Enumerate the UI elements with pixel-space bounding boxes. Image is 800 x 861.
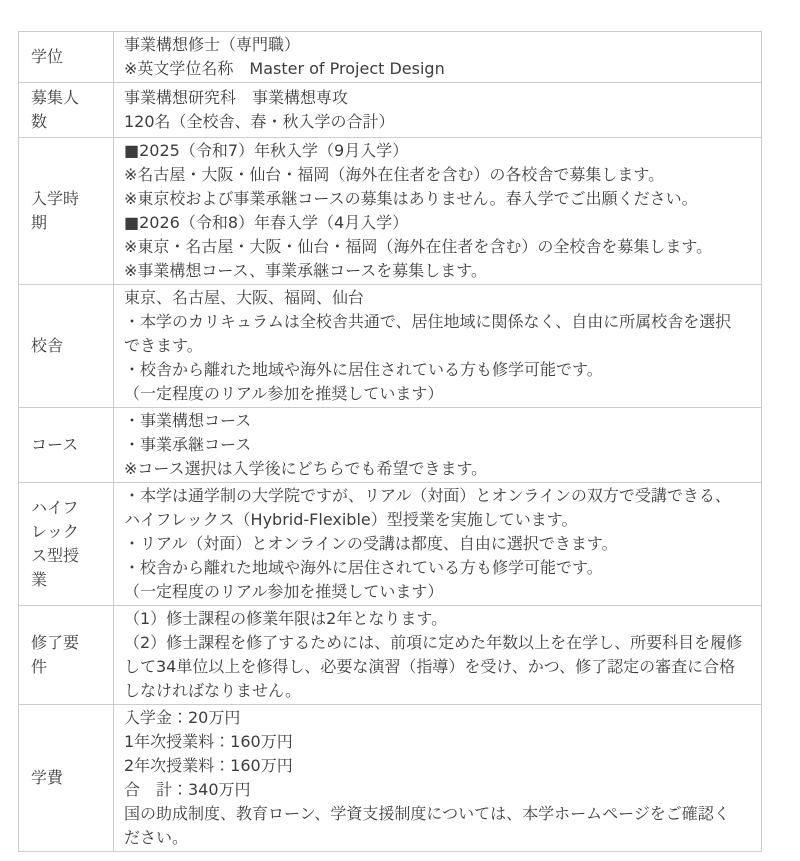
row-label-courses: コース — [19, 408, 114, 483]
row-label-admission-period: 入学時期 — [19, 138, 114, 285]
row-label-tuition: 学費 — [19, 705, 114, 852]
row-content-tuition: 入学金：20万円 1年次授業料：160万円 2年次授業料：160万円 合 計：340万円 国の助成制度、教育ローン、学資支援制度については、本学ホームページをご確認く ださい。 — [114, 705, 762, 852]
row-label-campuses: 校舎 — [19, 285, 114, 408]
row-content-campuses: 東京、名古屋、大阪、福岡、仙台 ・本学のカリキュラムは全校舎共通で、居住地域に関係なく、自由に所属校舎を選択 できます。 ・校舎から離れた地域や海外に居住されている方も修学可能です。 （一定程度のリアル参加を推奨しています） — [114, 285, 762, 408]
row-content-hyflex-classes: ・本学は通学制の大学院ですが、リアル（対面）とオンラインの双方で受講できる、 ハイフレックス（Hybrid-Flexible）型授業を実施しています。 ・リアル（対面）とオンラインの受講は都度、自由に選択できます。 ・校舎から離れた地域や海外に居住されている方も修学可能です。 （一定程度のリアル参加を推奨しています） — [114, 483, 762, 606]
table-row-enrollment-capacity — [19, 83, 762, 138]
table-row-degree — [19, 32, 762, 83]
table-row-admission-period — [19, 138, 762, 285]
row-label-degree: 学位 — [19, 32, 114, 83]
table-row-campuses — [19, 285, 762, 408]
row-content-courses: ・事業構想コース ・事業承継コース ※コース選択は入学後にどちらでも希望できます。 — [114, 408, 762, 483]
row-content-admission-period: ■2025（令和7）年秋入学（9月入学） ※名古屋・大阪・仙台・福岡（海外在住者を含む）の各校舎で募集します。 ※東京校および事業承継コースの募集はありません。春入学でご出願ください。 ■2026（令和8）年春入学（4月入学） ※東京・名古屋・大阪・仙台・福岡（海外在住者を含む）の全校舎を募集します。 ※事業構想コース、事業承継コースを募集します。 — [114, 138, 762, 285]
program-info-table — [18, 31, 762, 852]
row-content-enrollment-capacity: 事業構想研究科 事業構想専攻 120名（全校舎、春・秋入学の合計） — [114, 83, 762, 138]
row-label-completion-requirements: 修了要件 — [19, 606, 114, 705]
row-label-hyflex-classes: ハイフレックス型授業 — [19, 483, 114, 606]
table-row-completion-requirements — [19, 606, 762, 705]
row-content-degree: 事業構想修士（専門職） ※英文学位名称 Master of Project Design — [114, 32, 762, 83]
table-row-courses — [19, 408, 762, 483]
table-row-tuition — [19, 705, 762, 852]
row-label-enrollment-capacity: 募集人数 — [19, 83, 114, 138]
row-content-completion-requirements: （1）修士課程の修業年限は2年となります。 （2）修士課程を修了するためには、前項に定めた年数以上を在学し、所要科目を履修 して34単位以上を修得し、必要な演習（指導）を受け、かつ、修了認定の審査に合格 しなければなりません。 — [114, 606, 762, 705]
table-row-hyflex-classes — [19, 483, 762, 606]
